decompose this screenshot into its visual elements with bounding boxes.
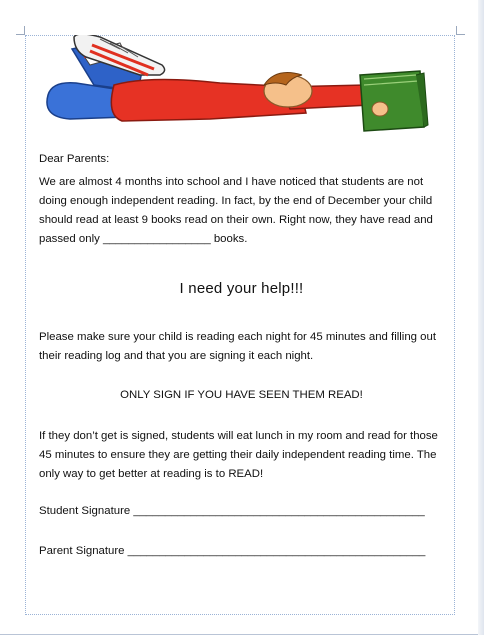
margin-corner-mark — [16, 26, 25, 35]
paragraph-instructions: Please make sure your child is reading each night for 45 minutes and filling out their reading log and that you are signing it each night. — [39, 331, 436, 362]
parent-signature-line: Parent Signature _______________________________________________ — [39, 545, 426, 557]
greeting: Dear Parents: — [39, 153, 110, 165]
margin-corner-mark — [456, 26, 465, 35]
page-edge — [478, 0, 484, 635]
letter-body — [39, 150, 444, 561]
boy-reading-book-clipart — [30, 35, 450, 135]
letter-heading: I need your help!!! — [179, 280, 304, 297]
paragraph-reading-status: We are almost 4 months into school and I have noticed that students are not doing enough independent reading. In fact, by the end of December your child should read at least 9 books read on their own. Right now, they have read and passed only _________________ books. — [39, 176, 433, 245]
sign-warning: ONLY SIGN IF YOU HAVE SEEN THEM READ! — [120, 389, 363, 401]
paragraph-consequence: If they don’t get is signed, students will eat lunch in my room and read for those 45 minutes to ensure they are getting their daily independent reading time. The only way to get better at reading is to READ! — [39, 430, 438, 480]
student-signature-line: Student Signature ______________________________________________ — [39, 505, 425, 517]
